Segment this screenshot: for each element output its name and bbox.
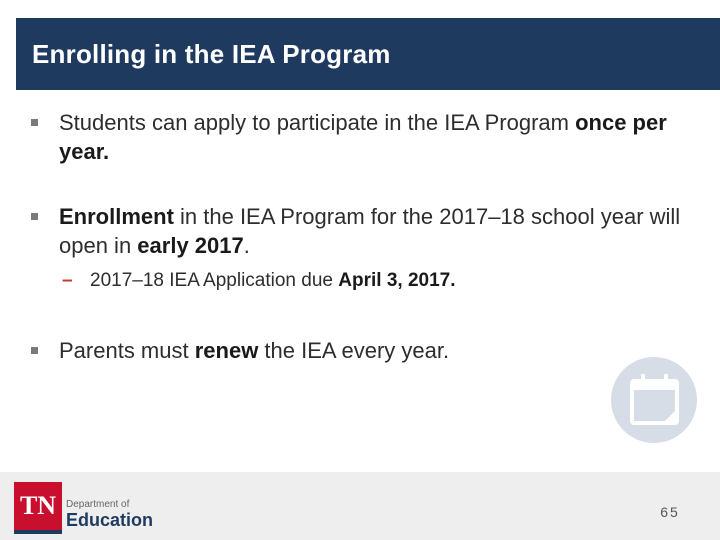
slide-footer [0,472,720,540]
bullet-marker [31,119,38,126]
bullet-marker [31,347,38,354]
sub-bullet-dash: – [62,270,73,291]
bullet-bold-text: early 2017 [137,233,244,258]
calendar-icon-circle [611,357,697,443]
slide-header [0,0,720,94]
bullet-marker [31,213,38,220]
logo-underline [14,530,62,534]
bullet-text: Students can apply to participate in the IEA Program [59,110,576,135]
logo-dept-text: Department of [66,499,130,510]
bullet-item [28,108,688,166]
sub-bullet-item [62,268,688,294]
bullet-bold-text: renew [194,338,259,363]
page-number: 65 [660,504,680,520]
bullet-text: in the IEA Program for the 2017–18 school year will open in [59,204,681,258]
sub-bullet-text: 2017–18 IEA Application due [90,270,339,291]
bullet-item [28,336,688,365]
bullet-bold-text: Enrollment [59,204,174,229]
bullet-item [28,202,688,260]
logo-education-text: Education [66,510,154,530]
title-bar [16,18,720,90]
bullet-text: . [243,233,250,258]
bullet-text: Parents must [59,338,195,363]
bullet-text: the IEA every year. [258,338,450,363]
sub-bullet-bold-text: April 3, 2017. [338,270,456,291]
bullet-bold-text: once per year. [59,110,667,164]
slide-content [28,108,688,365]
tn-logo: TN [14,482,62,530]
slide-title: Enrolling in the IEA Program [32,38,391,69]
calendar-icon [611,357,697,443]
